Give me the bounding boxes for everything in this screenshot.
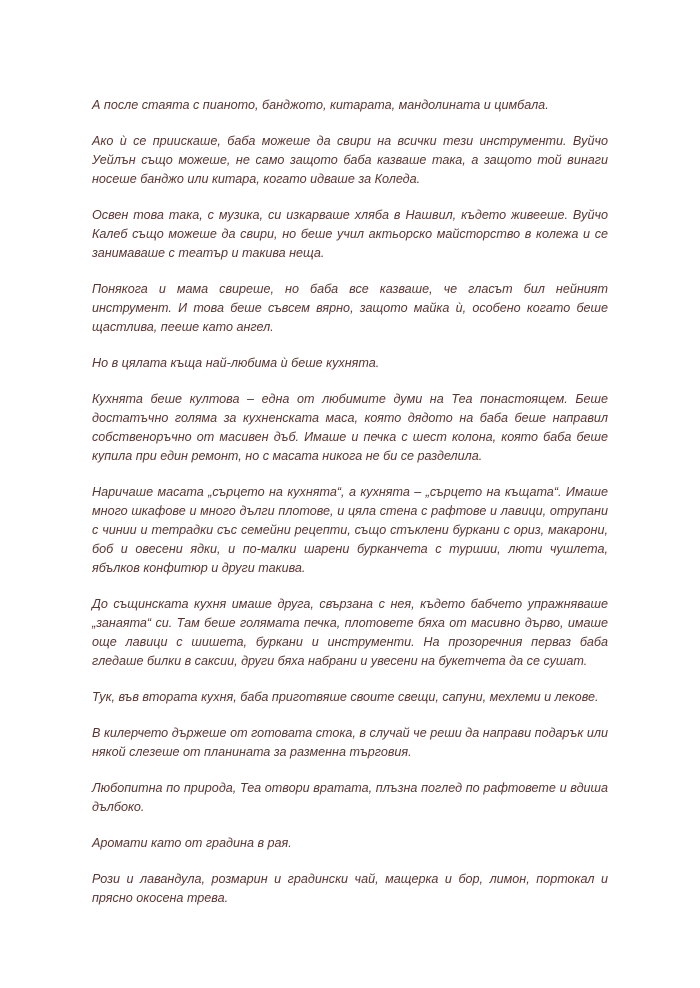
paragraph-1: А после стаята с пианото, банджото, китарата, мандолината и цимбала. xyxy=(92,98,549,112)
paragraph-2: Ако ѝ се приискаше, баба можеше да свири на всички тези инструменти. Вуйчо Уейлън също можеше, не само защото баба казваше така, а защото той винаги носеше банджо или китара, когато идваше за Коледа. xyxy=(92,134,608,186)
body-text xyxy=(92,96,608,925)
paragraph-11: Любопитна по природа, Теа отвори вратата, плъзна поглед по рафтовете и вдиша дълбоко. xyxy=(92,781,608,814)
paragraph-6: Кухнята беше култова – една от любимите думи на Теа понастоящем. Беше достатъчно голяма за кухненската маса, която дядото на баба беше направил собственоръчно от масивен дъб. Имаше и печка с шест колона, която баба беше купила при един ремонт, но с масата никога не би се разделила. xyxy=(92,392,608,463)
paragraph-10: В килерчето държеше от готовата стока, в случай че реши да направи подарък или някой слезеше от планината за разменна търговия. xyxy=(92,726,608,759)
paragraph-8: До същинската кухня имаше друга, свързана с нея, където бабчето упражняваше „занаята“ си. Там беше голямата печка, плотовете бяха от масивно дърво, имаше още лавици с шишета, буркани и инструменти. На прозоречния перваз баба гледаше билки в саксии, други бяха набрани и увесени на букетчета да се сушат. xyxy=(92,597,608,668)
paragraph-7: Наричаше масата „сърцето на кухнята“, а кухнята – „сърцето на къщата“. Имаше много шкафове и много дълги плотове, и цяла стена с рафтове и лавици, отрупани с чинии и тетрадки със семейни рецепти, също стъклени буркани с ориз, макарони, боб и овесени ядки, и по-малки шарени бурканчета с туршии, люти чушлета, ябълков конфитюр и други такива. xyxy=(92,485,608,575)
paragraph-4: Понякога и мама свиреше, но баба все казваше, че гласът бил нейният инструмент. И това беше съвсем вярно, защото майка ѝ, особено когато беше щастлива, пееше като ангел. xyxy=(92,282,608,334)
paragraph-9: Тук, във втората кухня, баба приготвяше своите свещи, сапуни, мехлеми и лекове. xyxy=(92,690,599,704)
paragraph-12: Аромати като от градина в рая. xyxy=(92,836,292,850)
paragraph-3: Освен това така, с музика, си изкарваше хляба в Нашвил, където живееше. Вуйчо Калеб също можеше да свири, но беше учил актьорско майсторство в колежа и се занимаваше с театър и такива неща. xyxy=(92,208,608,260)
paragraph-5: Но в цялата къща най-любима ѝ беше кухнята. xyxy=(92,356,380,370)
paragraph-13: Рози и лавандула, розмарин и градински чай, мащерка и бор, лимон, портокал и прясно окосена трева. xyxy=(92,872,608,905)
